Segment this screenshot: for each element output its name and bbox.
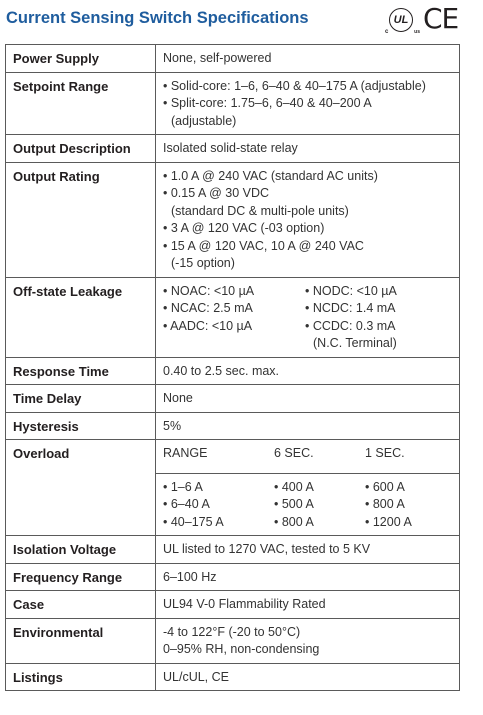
- page-title: Current Sensing Switch Specifications: [6, 9, 309, 27]
- overload-row: • 1–6 A • 400 A • 600 A: [163, 479, 405, 494]
- row-value: • 1.0 A @ 240 VAC (standard AC units) • 0.15 A @ 30 VDC (standard DC & multi-pole units) • 3 A @ 120 VAC (-03 option) • 15 A @ 120 VAC, 10 A @ 240 VAC (-15 option): [156, 162, 460, 277]
- row-label: Environmental: [6, 618, 156, 663]
- table-row: [6, 357, 460, 385]
- row-value: None, self-powered: [156, 45, 460, 73]
- overload-row: • 40–175 A • 800 A • 1200 A: [163, 514, 412, 529]
- row-label: Output Description: [6, 135, 156, 163]
- row-value: 5%: [156, 412, 460, 440]
- row-value: 0.40 to 2.5 sec. max.: [156, 357, 460, 385]
- row-label: Overload: [6, 440, 156, 536]
- table-row: [6, 591, 460, 619]
- table-row: [6, 440, 460, 536]
- ce-mark-logo-icon: CE: [423, 2, 459, 35]
- row-value: Isolated solid-state relay: [156, 135, 460, 163]
- table-row: [6, 536, 460, 564]
- row-label: Hysteresis: [6, 412, 156, 440]
- table-row: [6, 618, 460, 663]
- overload-header: RANGE 6 SEC. 1 SEC.: [163, 446, 405, 460]
- overload-divider: [156, 473, 459, 474]
- row-value: 6–100 Hz: [156, 563, 460, 591]
- row-label: Time Delay: [6, 385, 156, 413]
- table-row: [6, 563, 460, 591]
- row-value: None: [156, 385, 460, 413]
- row-value: -4 to 122°F (-20 to 50°C) 0–95% RH, non-condensing: [156, 618, 460, 663]
- table-row: [6, 162, 460, 277]
- row-label: Off-state Leakage: [6, 277, 156, 357]
- table-row: [6, 385, 460, 413]
- ul-listed-logo-icon: UL c us: [389, 8, 413, 32]
- row-label: Output Rating: [6, 162, 156, 277]
- row-label: Setpoint Range: [6, 72, 156, 135]
- specifications-table: [5, 44, 460, 691]
- table-row: [6, 412, 460, 440]
- row-label: Response Time: [6, 357, 156, 385]
- row-value: • Solid-core: 1–6, 6–40 & 40–175 A (adjustable) • Split-core: 1.75–6, 6–40 & 40–200 A (adjustable): [156, 72, 460, 135]
- row-value: [156, 440, 460, 536]
- row-value: UL listed to 1270 VAC, tested to 5 KV: [156, 536, 460, 564]
- row-label: Frequency Range: [6, 563, 156, 591]
- overload-row: • 6–40 A • 500 A • 800 A: [163, 497, 405, 511]
- table-row: [6, 135, 460, 163]
- row-label: Power Supply: [6, 45, 156, 73]
- table-row: [6, 72, 460, 135]
- row-label: Listings: [6, 663, 156, 691]
- table-row: [6, 663, 460, 691]
- table-row: [6, 277, 460, 357]
- row-value: UL/cUL, CE: [156, 663, 460, 691]
- table-row: [6, 45, 460, 73]
- row-value: • NOAC: <10 µA • NCAC: 2.5 mA • AADC: <10 µA • NODC: <10 µA • NCDC: 1.4 mA • CCDC: 0.3 mA (N.C. Terminal): [156, 277, 460, 357]
- row-label: Case: [6, 591, 156, 619]
- row-label: Isolation Voltage: [6, 536, 156, 564]
- row-value: UL94 V-0 Flammability Rated: [156, 591, 460, 619]
